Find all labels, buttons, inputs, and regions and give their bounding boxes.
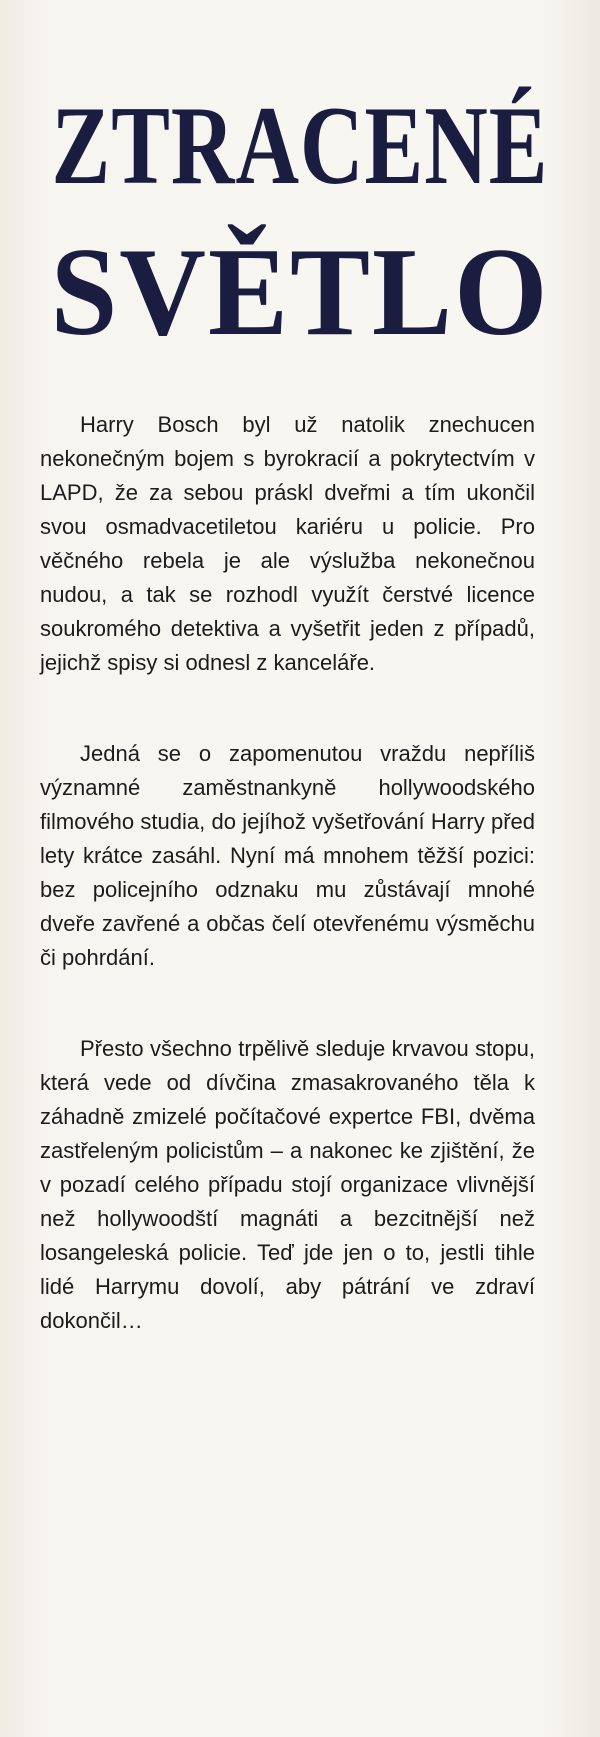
title-line-1: ZTRACENÉ bbox=[51, 85, 549, 210]
title-line-2: SVĚTLO bbox=[50, 222, 550, 362]
book-title bbox=[0, 85, 600, 362]
blurb-paragraph-1: Harry Bosch byl už natolik znechucen nekonečným bojem s byrokracií a pokrytectvím v LAPD, že za sebou práskl dveřmi a tím ukončil svou osmadvacetiletou kariéru u policie. Pro věčného rebela je ale výslužba nekonečnou nudou, a tak se rozhodl využít čerstvé licence soukromého detektiva a vyšetřit jeden z případů, jejichž spisy si odnesl z kanceláře. bbox=[40, 412, 535, 675]
blurb-paragraph-2: Jedná se o zapomenutou vraždu nepříliš významné zaměstnankyně hollywoodského filmového studia, do jejíhož vyšetřování Harry před lety krátce zasáhl. Nyní má mnohem těžší pozici: bez policejního odznaku mu zůstávají mnohé dveře zavřené a občas čelí otevřenému výsměchu či pohrdání. bbox=[40, 741, 535, 970]
blurb-text bbox=[40, 408, 535, 1338]
blurb-paragraph-3: Přesto všechno trpělivě sleduje krvavou stopu, která vede od dívčina zmasakrovaného těla k záhadně zmizelé počítačové expertce FBI, dvěma zastřeleným policistům – a nakonec ke zjištění, že v pozadí celého případu stojí organizace vlivnější než hollywoodští magnáti a bezcitnější než losangeleská policie. Teď jde jen o to, jestli tihle lidé Harrymu dovolí, aby pátrání ve zdraví dokončil… bbox=[40, 1036, 535, 1333]
